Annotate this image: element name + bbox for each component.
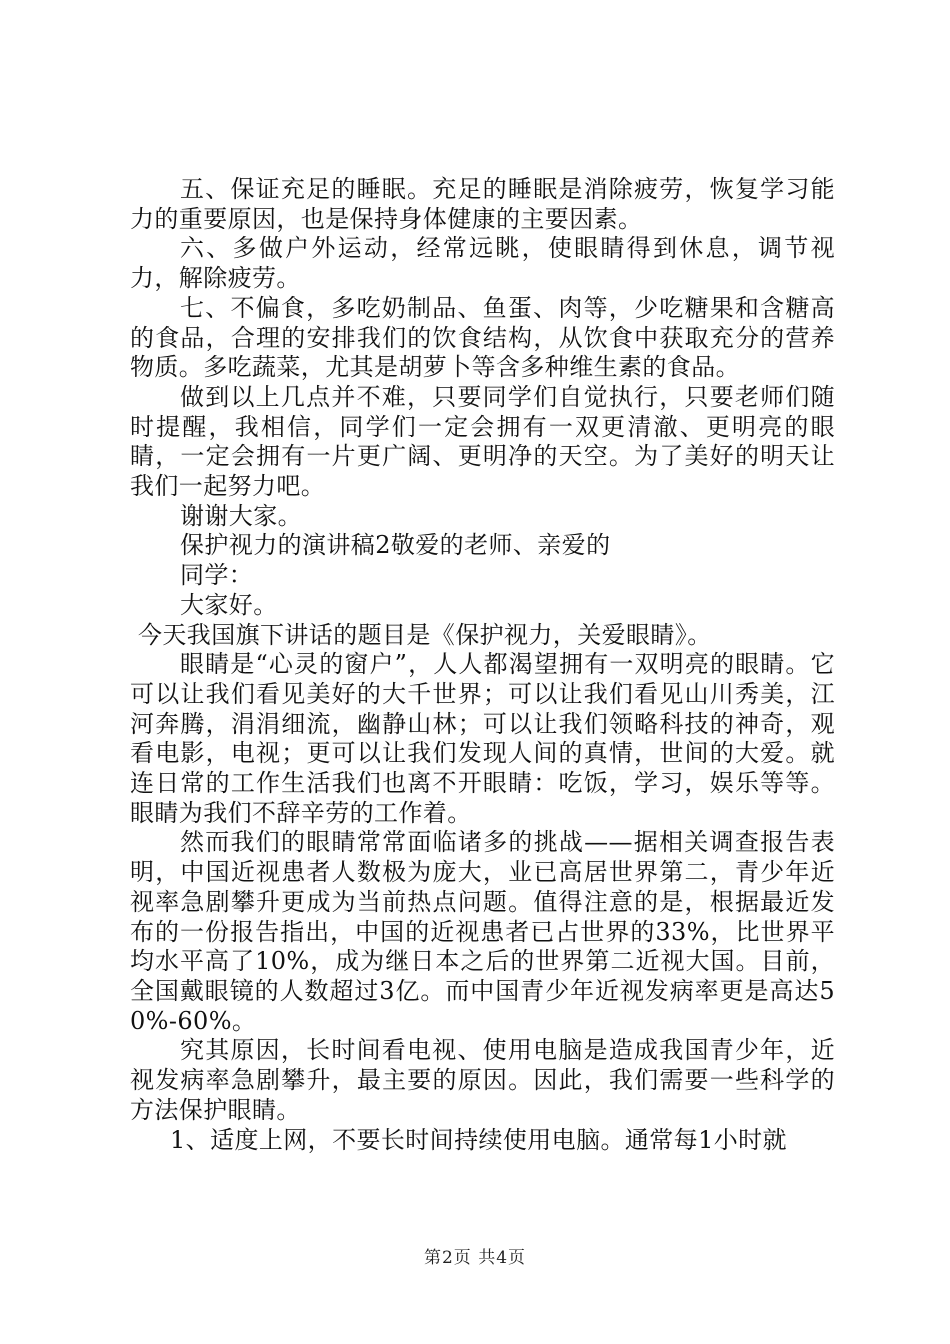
paragraph-conclusion: 做到以上几点并不难，只要同学们自觉执行，只要老师们随时提醒，我相信，同学们一定会拥有一双更清澈、更明亮的眼睛，一定会拥有一片更广阔、更明净的天空。为了美好的明天让我们一起努力吧。 xyxy=(130,382,835,501)
paragraph-eyes: 眼睛是“心灵的窗户”，人人都渴望拥有一双明亮的眼睛。它可以让我们看见美好的大千世界；可以让我们看见山川秀美，江河奔腾，涓涓细流，幽静山林；可以让我们领略科技的神奇，观看电影，电视；更可以让我们发现人间的真情，世间的大爱。就连日常的工作生活我们也离不开眼睛：吃饭，学习，娱乐等等。眼睛为我们不辞辛劳的工作着。 xyxy=(130,650,835,827)
paragraph-hello: 大家好。 xyxy=(180,590,278,619)
document-body xyxy=(130,175,835,1155)
paragraph-diet: 七、不偏食，多吃奶制品、鱼蛋、肉等，少吃糖果和含糖高的食品，合理的安排我们的饮食结构，从饮食中获取充分的营养物质。多吃蔬菜，尤其是胡萝卜等含多种维生素的食品。 xyxy=(130,293,835,382)
paragraph-greeting: 同学： xyxy=(180,561,254,590)
paragraph-cause: 究其原因，长时间看电视、使用电脑是造成我国青少年，近视发病率急剧攀升，最主要的原因。因此，我们需要一些科学的方法保护眼睛。 xyxy=(130,1036,835,1124)
paragraph-sleep: 五、保证充足的睡眠。充足的睡眠是消除疲劳，恢复学习能力的重要原因，也是保持身体健康的主要因素。 xyxy=(130,175,835,233)
paragraph-tip-1: 1、适度上网，不要长时间持续使用电脑。通常每1小时就 xyxy=(170,1125,787,1154)
paragraph-topic: 今天我国旗下讲话的题目是《保护视力，关爱眼睛》。 xyxy=(138,620,712,649)
paragraph-speech2-title: 保护视力的演讲稿2敬爱的老师、亲爱的 xyxy=(180,531,611,560)
page-footer: 第2页 共4页 xyxy=(423,1248,527,1268)
paragraph-thanks: 谢谢大家。 xyxy=(180,501,302,530)
paragraph-challenge: 然而我们的眼睛常常面临诸多的挑战——据相关调查报告表明，中国近视患者人数极为庞大，业已高居世界第二，青少年近视率急剧攀升更成为当前热点问题。值得注意的是，根据最近发布的一份报告指出，中国的近视患者已占世界的33%，比世界平均水平高了10%，成为继日本之后的世界第二近视大国。目前，全国戴眼镜的人数超过3亿。而中国青少年近视发病率更是高达50%-60%。 xyxy=(130,828,835,1035)
paragraph-outdoor: 六、多做户外运动，经常远眺，使眼睛得到休息，调节视力，解除疲劳。 xyxy=(130,234,835,293)
